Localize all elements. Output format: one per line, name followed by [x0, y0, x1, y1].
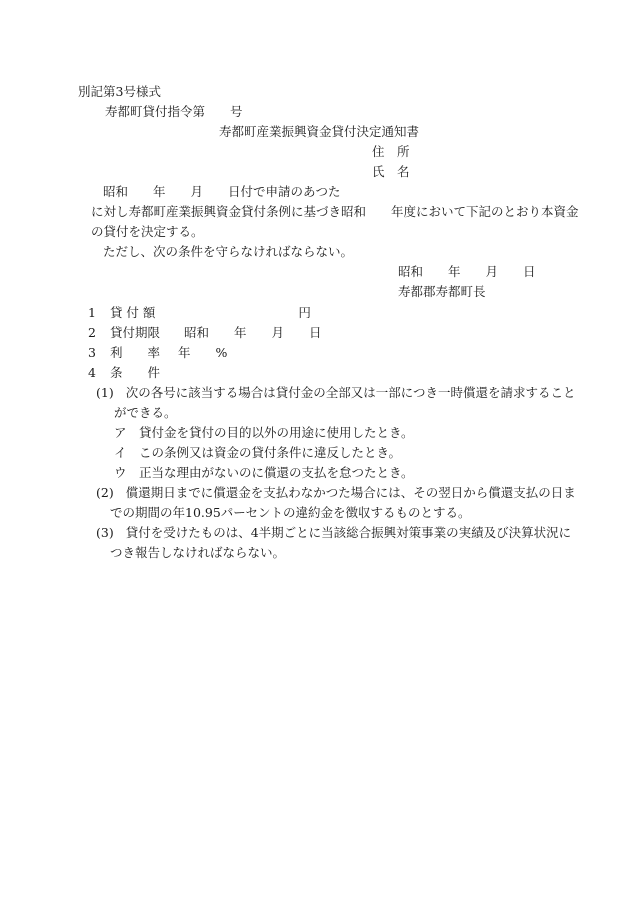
condition-2-text: 償還期日までに償還金を支払わなかつた場合には、その翌日から償還支払の日ま	[125, 485, 576, 500]
condition-1-sub-c: ウ 正当な理由がないのに償還の支払を怠つたとき。	[114, 465, 414, 480]
issue-date: 昭和 年 月 日	[398, 264, 536, 279]
item-2-number: 2	[88, 325, 96, 340]
condition-1-text: 次の各号に該当する場合は貸付金の全部又は一部につき一時償還を請求すること	[125, 385, 576, 400]
intro-line-2: に対し寿都町産業振興資金貸付条例に基づき昭和 年度において下記のとおり本資金	[91, 204, 579, 219]
name-label: 氏 名	[372, 164, 410, 179]
item-4-number: 4	[88, 365, 96, 380]
item-3	[88, 345, 227, 361]
document-title: 寿都町産業振興資金貸付決定通知書	[219, 124, 420, 139]
intro-line-1: 昭和 年 月 日付で申請のあつた	[103, 184, 341, 199]
condition-3-continued: つき報告しなければならない。	[110, 545, 286, 560]
condition-2	[96, 485, 576, 501]
intro-line-3: の貸付を決定する。	[91, 224, 204, 239]
item-4	[88, 365, 160, 381]
issuer-name: 寿都郡寿都町長	[398, 284, 486, 299]
item-1-label: 貸 付 額	[109, 305, 156, 320]
condition-3-text: 貸付を受けたものは、4半期ごとに当該総合振興対策事業の実績及び決算状況に	[125, 525, 572, 540]
condition-3	[96, 525, 571, 541]
address-label: 住 所	[372, 144, 410, 159]
item-1-unit: 円	[298, 305, 311, 320]
item-3-value: 年 %	[177, 345, 228, 360]
proviso-text: ただし、次の条件を守らなければならない。	[103, 244, 354, 259]
item-2-label: 貸付期限	[109, 325, 160, 340]
condition-1-sub-b: イ この条例又は資金の貸付条件に違反したとき。	[114, 445, 402, 460]
condition-2-continued: での期間の年10.95パーセントの違約金を徴収するものとする。	[110, 505, 471, 520]
item-1-number: 1	[88, 305, 96, 320]
condition-3-number: (3)	[96, 525, 114, 540]
item-2-value: 昭和 年 月 日	[183, 325, 322, 340]
condition-1	[96, 385, 575, 401]
condition-1-continued: ができる。	[114, 405, 177, 420]
item-3-label: 利 率	[109, 345, 160, 360]
document-number: 寿都町貸付指令第 号	[105, 104, 243, 119]
form-label: 別記第3号様式	[78, 84, 161, 99]
condition-2-number: (2)	[96, 485, 114, 500]
item-3-number: 3	[88, 345, 96, 360]
condition-1-sub-a: ア 貸付金を貸付の目的以外の用途に使用したとき。	[114, 425, 414, 440]
item-2	[88, 325, 321, 341]
item-1	[88, 305, 311, 321]
item-4-label: 条 件	[109, 365, 160, 380]
condition-1-number: (1)	[96, 385, 114, 400]
